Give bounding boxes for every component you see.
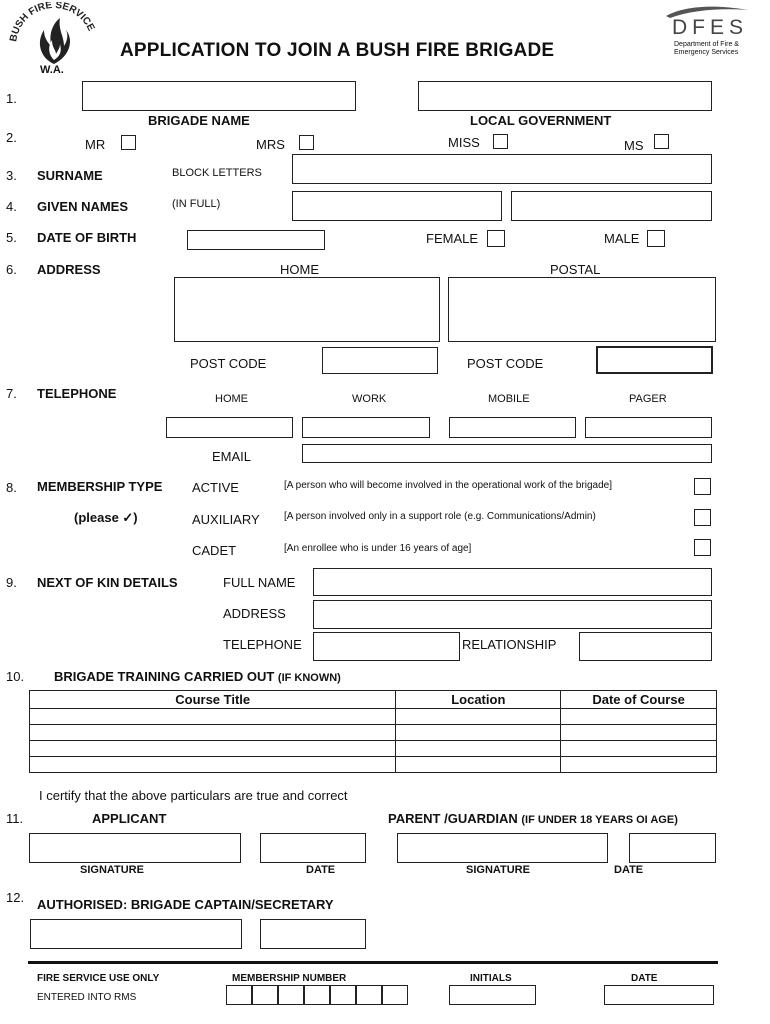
title-mr-label: MR (85, 137, 106, 152)
membership-auxiliary-checkbox[interactable] (694, 509, 711, 526)
table-row (30, 725, 717, 741)
home-address-label: HOME (280, 262, 319, 277)
kin-address-label: ADDRESS (223, 606, 286, 621)
membership-auxiliary-label: AUXILIARY (192, 512, 260, 527)
female-checkbox[interactable] (487, 230, 505, 247)
date-of-birth-label: DATE OF BIRTH (37, 230, 137, 245)
membership-number-cell[interactable] (304, 985, 330, 1005)
authorised-signature-field[interactable] (30, 919, 242, 949)
footer-date-field[interactable] (604, 985, 714, 1005)
membership-cadet-label: CADET (192, 543, 237, 558)
item-number-1: 1. (6, 91, 17, 106)
membership-number-cell[interactable] (330, 985, 356, 1005)
home-address-field[interactable] (174, 277, 440, 342)
logo-text: BUSH FIRE SERVICE (8, 2, 97, 43)
guardian-signature-field[interactable] (397, 833, 608, 863)
next-of-kin-label: NEXT OF KIN DETAILS (37, 575, 178, 590)
postal-address-label: POSTAL (550, 262, 601, 277)
title-ms-label: MS (624, 138, 644, 153)
entered-into-rms-label: ENTERED INTO RMS (37, 992, 137, 1003)
home-postcode-label: POST CODE (190, 356, 267, 371)
fire-service-use-only-label: FIRE SERVICE USE ONLY (37, 973, 160, 984)
col-course-title: Course Title (30, 691, 396, 709)
membership-number-label: MEMBERSHIP NUMBER (232, 973, 347, 984)
membership-cadet-description: [An enrollee who is under 16 years of age] (284, 543, 472, 554)
given-name-1-field[interactable] (292, 191, 502, 221)
table-cell[interactable] (561, 725, 717, 741)
brigade-training-title: BRIGADE TRAINING CARRIED OUT (54, 669, 275, 684)
authorised-label: AUTHORISED: BRIGADE CAPTAIN/SECRETARY (37, 897, 334, 912)
item-number-11: 11. (6, 811, 24, 826)
item-number-12: 12. (6, 890, 25, 905)
phone-home-label: HOME (215, 393, 248, 405)
brigade-training-label (54, 669, 341, 684)
table-cell[interactable] (30, 757, 396, 773)
table-row (30, 709, 717, 725)
initials-label: INITIALS (470, 973, 512, 984)
applicant-date-label: DATE (306, 864, 336, 876)
email-label: EMAIL (212, 449, 252, 464)
phone-pager-label: PAGER (629, 393, 667, 405)
given-name-2-field[interactable] (511, 191, 712, 221)
phone-mobile-label: MOBILE (488, 393, 530, 405)
item-number-3: 3. (6, 168, 17, 183)
guardian-date-label: DATE (614, 864, 644, 876)
footer-divider (28, 961, 718, 964)
local-government-field[interactable] (418, 81, 712, 111)
applicant-signature-field[interactable] (29, 833, 241, 863)
kin-full-name-label: FULL NAME (223, 575, 296, 590)
kin-full-name-field[interactable] (313, 568, 712, 596)
email-field[interactable] (302, 444, 712, 463)
membership-cadet-checkbox[interactable] (694, 539, 711, 556)
title-miss-checkbox[interactable] (493, 134, 508, 149)
table-cell[interactable] (396, 725, 561, 741)
telephone-label: TELEPHONE (37, 386, 117, 401)
table-cell[interactable] (396, 741, 561, 757)
given-names-hint: (IN FULL) (172, 198, 221, 210)
phone-work-label: WORK (352, 393, 387, 405)
applicant-date-field[interactable] (260, 833, 366, 863)
brigade-training-note: (IF KNOWN) (277, 672, 341, 684)
parent-guardian-label (388, 811, 678, 826)
item-number-10: 10. (6, 669, 25, 684)
kin-telephone-field[interactable] (313, 632, 460, 661)
item-number-5: 5. (6, 230, 17, 245)
brigade-name-field[interactable] (82, 81, 356, 111)
applicant-label: APPLICANT (92, 811, 167, 826)
col-location: Location (396, 691, 561, 709)
date-of-birth-field[interactable] (187, 230, 325, 250)
home-postcode-field[interactable] (322, 347, 438, 374)
membership-active-description: [A person who will become involved in the operational work of the brigade] (284, 480, 612, 491)
table-cell[interactable] (561, 757, 717, 773)
title-mr-checkbox[interactable] (121, 135, 136, 150)
table-row (30, 741, 717, 757)
training-table (29, 690, 717, 773)
kin-relationship-field[interactable] (579, 632, 712, 661)
dfes-subtitle-2: Emergency Services (674, 49, 739, 56)
footer-date-label: DATE (631, 973, 658, 984)
authorised-date-field[interactable] (260, 919, 366, 949)
title-mrs-label: MRS (256, 137, 285, 152)
membership-type-label: MEMBERSHIP TYPE (37, 479, 163, 494)
postal-postcode-field[interactable] (596, 346, 713, 374)
membership-number-cell[interactable] (252, 985, 278, 1005)
membership-active-checkbox[interactable] (694, 478, 711, 495)
title-mrs-checkbox[interactable] (299, 135, 314, 150)
table-cell[interactable] (396, 757, 561, 773)
surname-field[interactable] (292, 154, 712, 184)
membership-active-label: ACTIVE (192, 480, 239, 495)
applicant-signature-label: SIGNATURE (80, 864, 144, 876)
brigade-name-label: BRIGADE NAME (148, 113, 250, 128)
table-cell[interactable] (30, 725, 396, 741)
logo-subtext: W.A. (40, 64, 64, 76)
surname-label: SURNAME (37, 168, 103, 183)
table-cell[interactable] (30, 709, 396, 725)
table-row (30, 757, 717, 773)
item-number-6: 6. (6, 262, 17, 277)
membership-number-cell[interactable] (356, 985, 382, 1005)
table-cell[interactable] (30, 741, 396, 757)
table-cell[interactable] (561, 709, 717, 725)
membership-auxiliary-description: [A person involved only in a support role (e.g. Communications/Admin) (284, 511, 596, 522)
table-cell[interactable] (396, 709, 561, 725)
membership-number-cell[interactable] (382, 985, 408, 1005)
phone-pager-field[interactable] (585, 417, 712, 438)
page-title: APPLICATION TO JOIN A BUSH FIRE BRIGADE (120, 40, 555, 61)
postal-postcode-label: POST CODE (467, 356, 544, 371)
kin-telephone-label: TELEPHONE (223, 637, 302, 652)
item-number-2: 2. (6, 130, 17, 145)
certification-statement: I certify that the above particulars are true and correct (39, 788, 348, 803)
item-number-8: 8. (6, 480, 17, 495)
kin-address-field[interactable] (313, 600, 712, 629)
address-label: ADDRESS (37, 262, 101, 277)
female-label: FEMALE (426, 231, 479, 246)
dfes-logo-text: DFES (672, 16, 749, 39)
male-label: MALE (604, 231, 640, 246)
phone-work-field[interactable] (302, 417, 430, 438)
local-government-label: LOCAL GOVERNMENT (470, 113, 612, 128)
item-number-7: 7. (6, 386, 17, 401)
title-miss-label: MISS (448, 135, 480, 150)
please-tick-note: (please ✓) (74, 510, 138, 525)
guardian-signature-label: SIGNATURE (466, 864, 530, 876)
membership-number-cell[interactable] (278, 985, 304, 1005)
title-ms-checkbox[interactable] (654, 134, 669, 149)
initials-field[interactable] (449, 985, 536, 1005)
guardian-date-field[interactable] (629, 833, 716, 863)
table-cell[interactable] (561, 741, 717, 757)
item-number-9: 9. (6, 575, 17, 590)
given-names-label: GIVEN NAMES (37, 199, 129, 214)
surname-hint: BLOCK LETTERS (172, 167, 262, 179)
membership-number-cell[interactable] (226, 985, 252, 1005)
postal-address-field[interactable] (448, 277, 716, 342)
dfes-subtitle-1: Department of Fire & (674, 41, 739, 48)
phone-mobile-field[interactable] (449, 417, 576, 438)
male-checkbox[interactable] (647, 230, 665, 247)
col-date-of-course: Date of Course (561, 691, 717, 709)
kin-relationship-label: RELATIONSHIP (462, 637, 557, 652)
parent-guardian-title: PARENT /GUARDIAN (388, 811, 518, 826)
phone-home-field[interactable] (166, 417, 293, 438)
item-number-4: 4. (6, 199, 17, 214)
parent-guardian-note: (IF UNDER 18 YEARS OI AGE) (521, 814, 678, 826)
